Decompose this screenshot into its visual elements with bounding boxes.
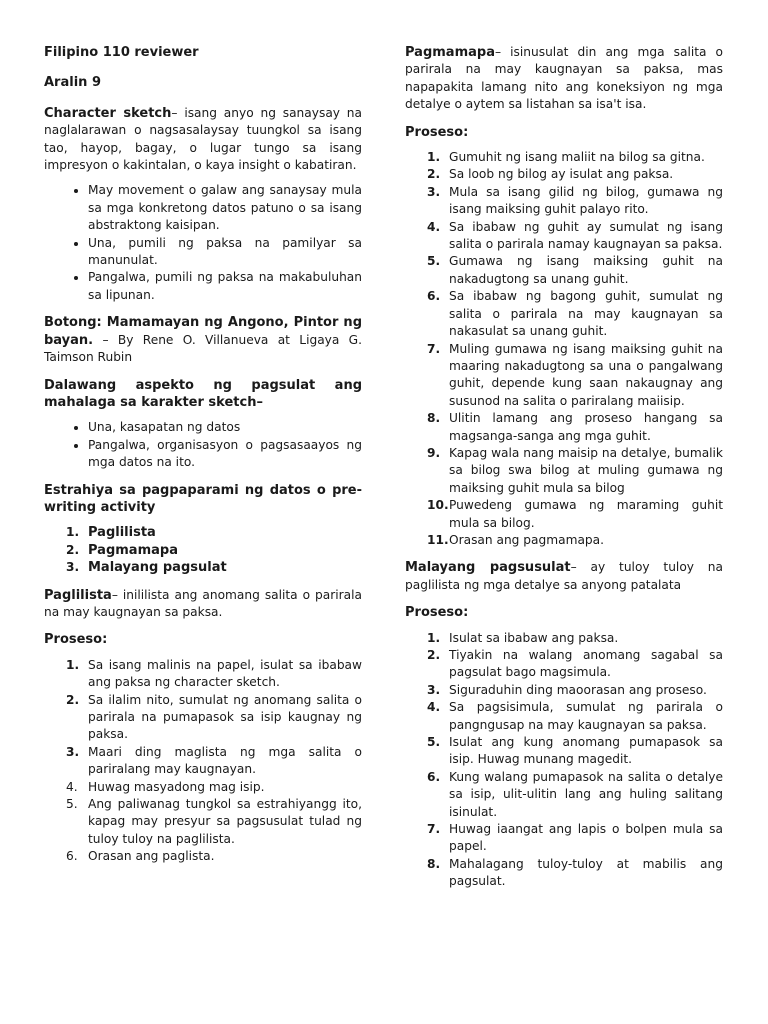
list-item [405,445,723,497]
list-item [44,796,362,848]
list-item [405,647,723,682]
estrahiya-heading: Estrahiya sa pagpaparami ng datos o pre-writing activity [44,482,362,515]
list-item: • Una, pumili ng paksa na pamilyar sa manunulat. [88,235,362,270]
item-text: Ang paliwanag tungkol sa estrahiyangg ito, kapag may presyur sa pagsusulat tulad ng tuloy tuloy na paglilista. [88,797,362,846]
malayang-steps [405,630,723,891]
item-text: Pagmamapa [88,542,178,558]
pagmamapa-definition [405,44,723,114]
item-text: Mula sa isang gilid ng bilog, gumawa ng isang maiksing guhit palayo rito. [449,184,723,217]
list-item [405,219,723,254]
item-number: 3. [66,744,80,759]
dalawang-aspekto-bullets [44,419,362,471]
item-number: 7. [427,822,441,837]
malayang-pagsusulat-text: ay tuloy tuloy na paglilista ng mga detalye sa anyong patalata [405,560,723,592]
item-text: Kapag wala nang maisip na detalye, bumalik sa bilog swa bilog at muling gumawa ng maiksing guhit mula sa bilog [449,445,723,495]
list-item [405,341,723,411]
list-item [405,166,723,183]
character-sketch-definition [44,105,362,175]
list-item: • Pangalwa, organisasyon o pagsasaayos ng mga datos na ito. [88,437,362,472]
list-item [44,744,362,779]
item-text: Puwedeng gumawa ng maraming guhit mula sa bilog. [449,498,723,530]
list-item [44,657,362,692]
item-text: Sa loob ng bilog ay isulat ang paksa. [449,167,674,182]
item-text: Tiyakin na walang anomang sagabal sa pagsulat bago magsimula. [449,648,723,680]
item-number: 6. [66,849,78,864]
item-text: Gumuhit ng isang maliit na bilog sa gitna. [449,150,705,165]
paglilista-term: Paglilista [44,587,112,603]
pagmamapa-text: isinusulat din ang mga salita o parirala na may kaugnayan sa paksa, mas napapakita lamang nito ang koneksiyon ng mga detalye o aytem sa listahan sa isa't isa. [405,45,723,112]
list-item [405,856,723,891]
list-item [44,559,362,576]
right-column [405,44,723,891]
item-text: Sa ibabaw ng guhit ay sumulat ng isang salita o parirala namay kaugnayan sa paksa. [449,219,723,252]
list-item [405,699,723,734]
estrahiya-list [44,524,362,576]
item-text: Mahalagang tuloy-tuloy at mabilis ang pagsulat. [449,856,723,889]
pagmamapa-steps [405,149,723,549]
paglilista-definition [44,587,362,622]
botong-authors: – By Rene O. Villanueva at Ligaya G. Taimson Rubin [44,332,362,365]
list-item [44,542,362,559]
list-item: • Pangalwa, pumili ng paksa na makabuluhan sa lipunan. [88,269,362,304]
item-text: Huwag iaangat ang lapis o bolpen mula sa papel. [449,822,723,854]
character-sketch-bullets [44,182,362,304]
list-item [405,410,723,445]
malayang-pagsusulat-term: Malayang pagsusulat [405,560,571,576]
item-text: Maari ding maglista ng mga salita o pariralang may kaugnayan. [88,744,362,777]
character-sketch-dash: – [171,105,178,120]
list-item [405,821,723,856]
item-number: 4. [427,219,441,234]
item-number: 2. [66,692,80,707]
item-text: Sa pagsisimula, sumulat ng parirala o pangngusap na may kaugnayan sa paksa. [449,700,723,732]
item-text: Orasan ang paglista. [88,849,215,864]
item-text: Muling gumawa ng isang maiksing guhit na maaring nakadugtong sa una o pangalwang guhit, depende kung saan nakaugnay ang susunod na salita o pariralang maiisip. [449,341,723,408]
proseso-heading: Proseso: [44,632,108,648]
item-number: 1. [66,657,80,672]
paglilista-dash: – [111,587,118,602]
list-item [44,848,362,865]
list-item [405,184,723,219]
item-text: Sa ibabaw ng bagong guhit, sumulat ng salita o parirala na may kaugnayan sa nakasulat sa unang guhit. [449,289,723,339]
list-item: • Una, kasapatan ng datos [88,419,362,436]
item-number: 9. [427,445,441,460]
botong-reference [44,314,362,366]
item-number: 3. [427,682,441,697]
pagmamapa-dash: – [494,45,502,59]
item-number: 4. [427,700,441,715]
malayang-pagsusulat-dash: – [570,560,577,575]
item-text: Siguraduhin ding maoorasan ang proseso. [449,682,707,697]
item-text: Isulat ang kung anomang pumapasok sa isip. Huwag munang magedit. [449,735,723,767]
item-number: 8. [427,411,441,426]
proseso-heading: Proseso: [405,124,469,140]
item-number: 4. [66,779,78,794]
list-item [44,692,362,744]
item-text: Isulat sa ibabaw ang paksa. [449,630,619,645]
item-number: 6. [427,769,441,784]
malayang-pagsusulat-definition [405,559,723,594]
item-number: 2. [427,648,441,662]
item-text: Paglilista [88,525,156,541]
item-number: 5. [427,735,441,750]
item-number: 1. [427,150,441,165]
list-item [405,288,723,340]
item-text: Huwag masyadong mag isip. [88,779,265,794]
left-column [44,44,362,866]
paglilista-steps [44,657,362,866]
botong-title: Botong: Mamamayan ng Angono, Pintor ng bayan. [44,315,362,348]
item-number: 3. [427,184,441,199]
list-item [405,497,723,532]
item-text: Ulitin lamang ang proseso hangang sa magsanga-sanga ang mga guhit. [449,411,723,443]
list-item [44,524,362,541]
item-text: Kung walang pumapasok na salita o detalye sa isip, ulit-ulitin lang ang huling salitang isinulat. [449,769,723,819]
dalawang-aspekto-heading: Dalawang aspekto ng pagsulat ang mahalaga sa karakter sketch– [44,377,362,410]
item-number: 10. [427,498,449,513]
proseso-heading: Proseso: [405,605,469,621]
document-title: Filipino 110 reviewer [44,45,199,60]
paglilista-text: inililista ang anomang salita o parirala na may kaugnayan sa paksa. [44,587,362,619]
list-item: • May movement o galaw ang sanaysay mula sa mga konkretong datos patuno o sa isang abstraktong kaisipan. [88,182,362,234]
list-item [405,734,723,769]
list-item [405,149,723,166]
list-item [44,779,362,796]
item-number: 3. [66,560,80,575]
list-item [405,769,723,821]
lesson-heading: Aralin 9 [44,75,101,91]
item-number: 1. [427,630,441,645]
list-item [405,682,723,699]
item-text: Malayang pagsulat [88,560,227,576]
item-number: 5. [427,254,441,269]
character-sketch-text: isang anyo ng sanaysay na naglalarawan o nagsasalaysay tuungkol sa isang tao, hayop, bagay, o lugar tungo sa isang impresyon o kakintalan, o kaya insight o kabatiran. [44,105,363,173]
item-text: Sa isang malinis na papel, isulat sa ibabaw ang paksa ng character sketch. [88,657,362,690]
item-number: 1. [66,525,80,540]
item-number: 5. [66,797,78,812]
list-item [405,630,723,647]
item-number: 11. [427,532,449,547]
character-sketch-term: Character sketch [44,105,172,121]
pagmamapa-term: Pagmamapa [405,45,495,60]
item-text: Sa ilalim nito, sumulat ng anomang salita o parirala na pumapasok sa isip kaugnay ng paksa. [88,692,362,742]
item-number: 8. [427,856,441,871]
item-number: 2. [66,542,80,557]
item-number: 7. [427,341,441,356]
item-text: Gumawa ng isang maiksing guhit na nakadugtong sa unang guhit. [449,254,723,286]
list-item [405,253,723,288]
item-number: 6. [427,289,441,304]
item-number: 2. [427,167,441,182]
list-item [405,532,723,549]
item-text: Orasan ang pagmamapa. [449,532,604,547]
